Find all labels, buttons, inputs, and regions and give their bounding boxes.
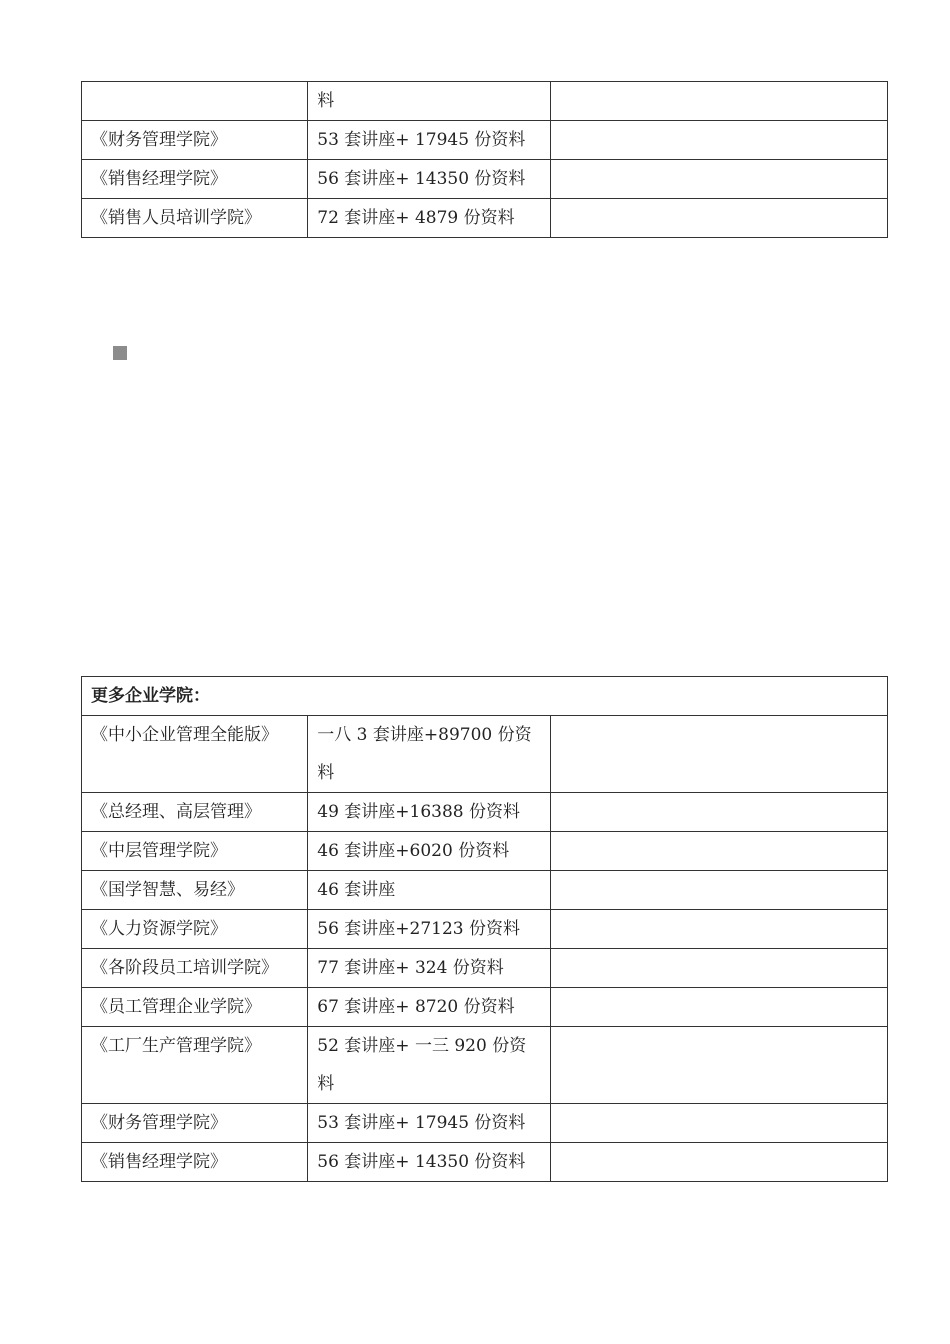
academy-extra-cell xyxy=(550,949,887,988)
academy-name-cell: 《销售经理学院》 xyxy=(82,1143,308,1182)
table-row xyxy=(82,1027,888,1104)
table-header: 更多企业学院： xyxy=(82,677,888,716)
table-row xyxy=(82,793,888,832)
academy-name-cell: 《员工管理企业学院》 xyxy=(82,988,308,1027)
academy-desc-cell: 53 套讲座+ 17945 份资料 xyxy=(308,1104,550,1143)
academy-name-cell: 《国学智慧、易经》 xyxy=(82,871,308,910)
academy-desc-cell: 46 套讲座 xyxy=(308,871,550,910)
academy-desc-cell: 52 套讲座+ 一三 920 份资料 xyxy=(308,1027,550,1104)
academy-desc-cell: 料 xyxy=(308,82,550,121)
table-row xyxy=(82,910,888,949)
academy-extra-cell xyxy=(550,1104,887,1143)
academy-extra-cell xyxy=(550,988,887,1027)
more-academies-body xyxy=(82,677,888,1182)
academy-extra-cell xyxy=(550,1027,887,1104)
academy-extra-cell xyxy=(550,793,887,832)
academy-name-cell: 《中小企业管理全能版》 xyxy=(82,716,308,793)
top-table xyxy=(81,81,888,238)
academy-name-cell: 《销售经理学院》 xyxy=(82,160,308,199)
table-row xyxy=(82,160,888,199)
academy-name-cell xyxy=(82,82,308,121)
top-table-body xyxy=(82,82,888,238)
academy-name-cell: 《销售人员培训学院》 xyxy=(82,199,308,238)
table-row xyxy=(82,988,888,1027)
academy-extra-cell xyxy=(550,121,887,160)
academy-desc-cell: 56 套讲座+27123 份资料 xyxy=(308,910,550,949)
table-row xyxy=(82,871,888,910)
academy-extra-cell xyxy=(550,199,887,238)
table-row xyxy=(82,121,888,160)
academy-desc-cell: 53 套讲座+ 17945 份资料 xyxy=(308,121,550,160)
academy-desc-cell: 77 套讲座+ 324 份资料 xyxy=(308,949,550,988)
academy-extra-cell xyxy=(550,832,887,871)
table-header-row xyxy=(82,677,888,716)
table-row xyxy=(82,199,888,238)
academy-name-cell: 《人力资源学院》 xyxy=(82,910,308,949)
square-bullet-icon xyxy=(113,346,127,360)
academy-desc-cell: 46 套讲座+6020 份资料 xyxy=(308,832,550,871)
table-row xyxy=(82,716,888,793)
academy-name-cell: 《总经理、高层管理》 xyxy=(82,793,308,832)
academy-name-cell: 《财务管理学院》 xyxy=(82,121,308,160)
academy-extra-cell xyxy=(550,1143,887,1182)
academy-extra-cell xyxy=(550,82,887,121)
table-row xyxy=(82,1143,888,1182)
academy-desc-cell: 一八 3 套讲座+89700 份资料 xyxy=(308,716,550,793)
academy-desc-cell: 72 套讲座+ 4879 份资料 xyxy=(308,199,550,238)
academy-desc-cell: 67 套讲座+ 8720 份资料 xyxy=(308,988,550,1027)
table-row xyxy=(82,82,888,121)
academy-desc-cell: 49 套讲座+16388 份资料 xyxy=(308,793,550,832)
academy-extra-cell xyxy=(550,910,887,949)
academy-name-cell: 《中层管理学院》 xyxy=(82,832,308,871)
table-row xyxy=(82,1104,888,1143)
academy-extra-cell xyxy=(550,160,887,199)
academy-name-cell: 《工厂生产管理学院》 xyxy=(82,1027,308,1104)
academy-name-cell: 《财务管理学院》 xyxy=(82,1104,308,1143)
table-row xyxy=(82,949,888,988)
more-academies-table xyxy=(81,676,888,1182)
academy-desc-cell: 56 套讲座+ 14350 份资料 xyxy=(308,160,550,199)
academy-desc-cell: 56 套讲座+ 14350 份资料 xyxy=(308,1143,550,1182)
academy-name-cell: 《各阶段员工培训学院》 xyxy=(82,949,308,988)
academy-extra-cell xyxy=(550,716,887,793)
table-row xyxy=(82,832,888,871)
academy-extra-cell xyxy=(550,871,887,910)
